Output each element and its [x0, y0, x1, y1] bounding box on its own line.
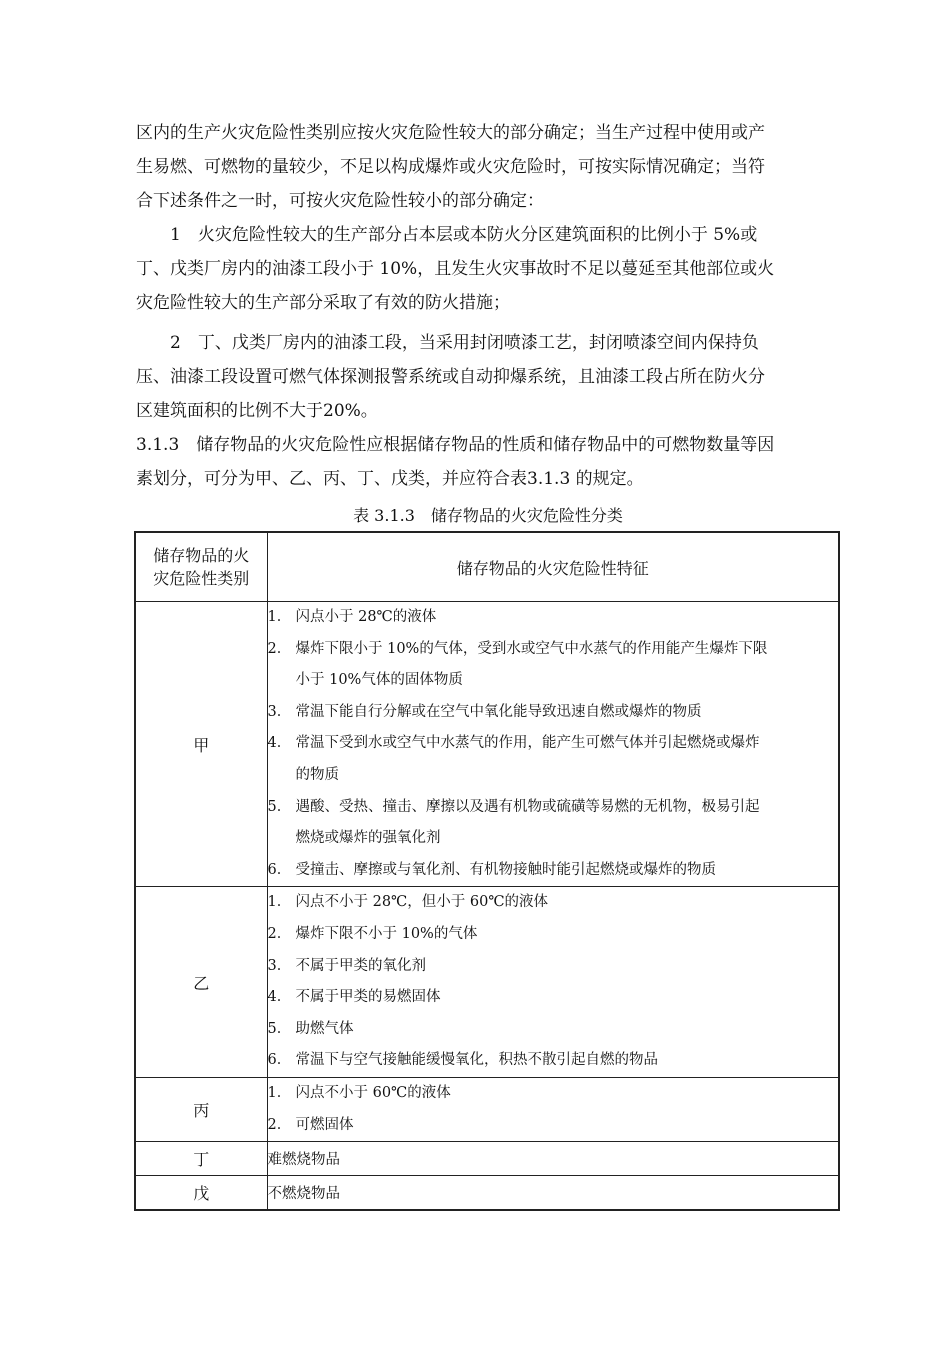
- paragraph-condition-1: [136, 218, 842, 320]
- list-item: 1． 闪点小于 28℃的液体: [267, 609, 437, 625]
- text-line: 2 丁、戊类厂房内的油漆工段，当采用封闭喷漆工艺，封闭喷漆空间内保持负: [170, 333, 759, 353]
- category-cell: 丁: [135, 1142, 267, 1176]
- paragraph-continued-rule: [136, 116, 842, 218]
- characteristics-cell: [267, 887, 839, 1078]
- list-item-continuation: 的物质: [295, 766, 339, 783]
- characteristics-cell: [267, 1077, 839, 1141]
- category-cell: 乙: [135, 887, 267, 1078]
- list-item: 2． 可燃固体: [267, 1116, 354, 1133]
- text-line: 灾危险性较大的生产部分采取了有效的防火措施；: [136, 293, 510, 313]
- header-category-line: 储存物品的火: [153, 546, 250, 565]
- text-line: 合下述条件之一时，可按火灾危险性较小的部分确定：: [136, 191, 544, 211]
- text-line: 素划分，可分为甲、乙、丙、丁、戊类，并应符合表3.1.3 的规定。: [136, 469, 644, 489]
- paragraph-condition-2: [136, 326, 842, 428]
- hazard-classification-table: [134, 531, 840, 1211]
- text-line: 区内的生产火灾危险性类别应按火灾危险性较大的部分确定；当生产过程中使用或产: [136, 123, 765, 143]
- list-item: 4． 不属于甲类的易燃固体: [267, 989, 441, 1006]
- category-cell: 戊: [135, 1176, 267, 1211]
- list-item: 3． 常温下能自行分解或在空气中氧化能导致迅速自燃或爆炸的物质: [267, 703, 702, 720]
- text-line: 压、油漆工段设置可燃气体探测报警系统或自动抑爆系统，且油漆工段占所在防火分: [136, 367, 765, 387]
- table-row: [135, 1176, 839, 1211]
- category-cell: 丙: [135, 1077, 267, 1141]
- list-item: 2． 爆炸下限小于 10%的气体，受到水或空气中水蒸气的作用能产生爆炸下限: [267, 640, 768, 657]
- header-category-line: 灾危险性类别: [153, 569, 250, 588]
- list-item: 6． 受撞击、摩擦或与氧化剂、有机物接触时能引起燃烧或爆炸的物质: [267, 861, 716, 878]
- text-line: 1 火灾危险性较大的生产部分占本层或本防火分区建筑面积的比例小于 5%或: [170, 225, 758, 245]
- text-line: 丁、戊类厂房内的油漆工段小于 10%，且发生火灾事故时不足以蔓延至其他部位或火: [136, 259, 775, 279]
- category-cell: 甲: [135, 602, 267, 887]
- text-line: 生易燃、可燃物的量较少，不足以构成爆炸或火灾危险时，可按实际情况确定；当符: [136, 157, 765, 177]
- list-item: 1． 闪点不小于 60℃的液体: [267, 1084, 451, 1101]
- list-item: 3． 不属于甲类的氧化剂: [267, 957, 426, 974]
- list-item: 5． 遇酸、受热、撞击、摩擦以及遇有机物或硫磺等易燃的无机物，极易引起: [267, 798, 760, 815]
- table-row: [135, 887, 839, 1078]
- list-item-continuation: 小于 10%气体的固体物质: [295, 672, 463, 689]
- list-item-continuation: 燃烧或爆炸的强氧化剂: [295, 830, 441, 847]
- header-category: [135, 532, 267, 602]
- table-header-row: [135, 532, 839, 602]
- characteristics-cell: [267, 602, 839, 887]
- table-row: [135, 1142, 839, 1176]
- characteristics-cell: 不燃烧物品: [267, 1176, 839, 1211]
- table-row: [135, 602, 839, 887]
- list-item: 5． 助燃气体: [267, 1020, 354, 1037]
- text-line: 3.1.3 储存物品的火灾危险性应根据储存物品的性质和储存物品中的可燃物数量等因: [136, 435, 775, 455]
- paragraph-section-3-1-3: [136, 428, 842, 496]
- list-item: 6． 常温下与空气接触能缓慢氧化，积热不散引起自燃的物品: [267, 1052, 658, 1069]
- text-line: 区建筑面积的比例不大于20%。: [136, 401, 378, 421]
- table-row: [135, 1077, 839, 1141]
- list-item: 1． 闪点不小于 28℃，但小于 60℃的液体: [267, 894, 549, 911]
- table-caption: 表 3.1.3 储存物品的火灾危险性分类: [353, 506, 623, 525]
- characteristics-cell: 难燃烧物品: [267, 1142, 839, 1176]
- header-characteristics: 储存物品的火灾危险性特征: [267, 532, 839, 602]
- list-item: 4． 常温下受到水或空气中水蒸气的作用，能产生可燃气体并引起燃烧或爆炸: [267, 735, 760, 752]
- list-item: 2． 爆炸下限不小于 10%的气体: [267, 925, 478, 942]
